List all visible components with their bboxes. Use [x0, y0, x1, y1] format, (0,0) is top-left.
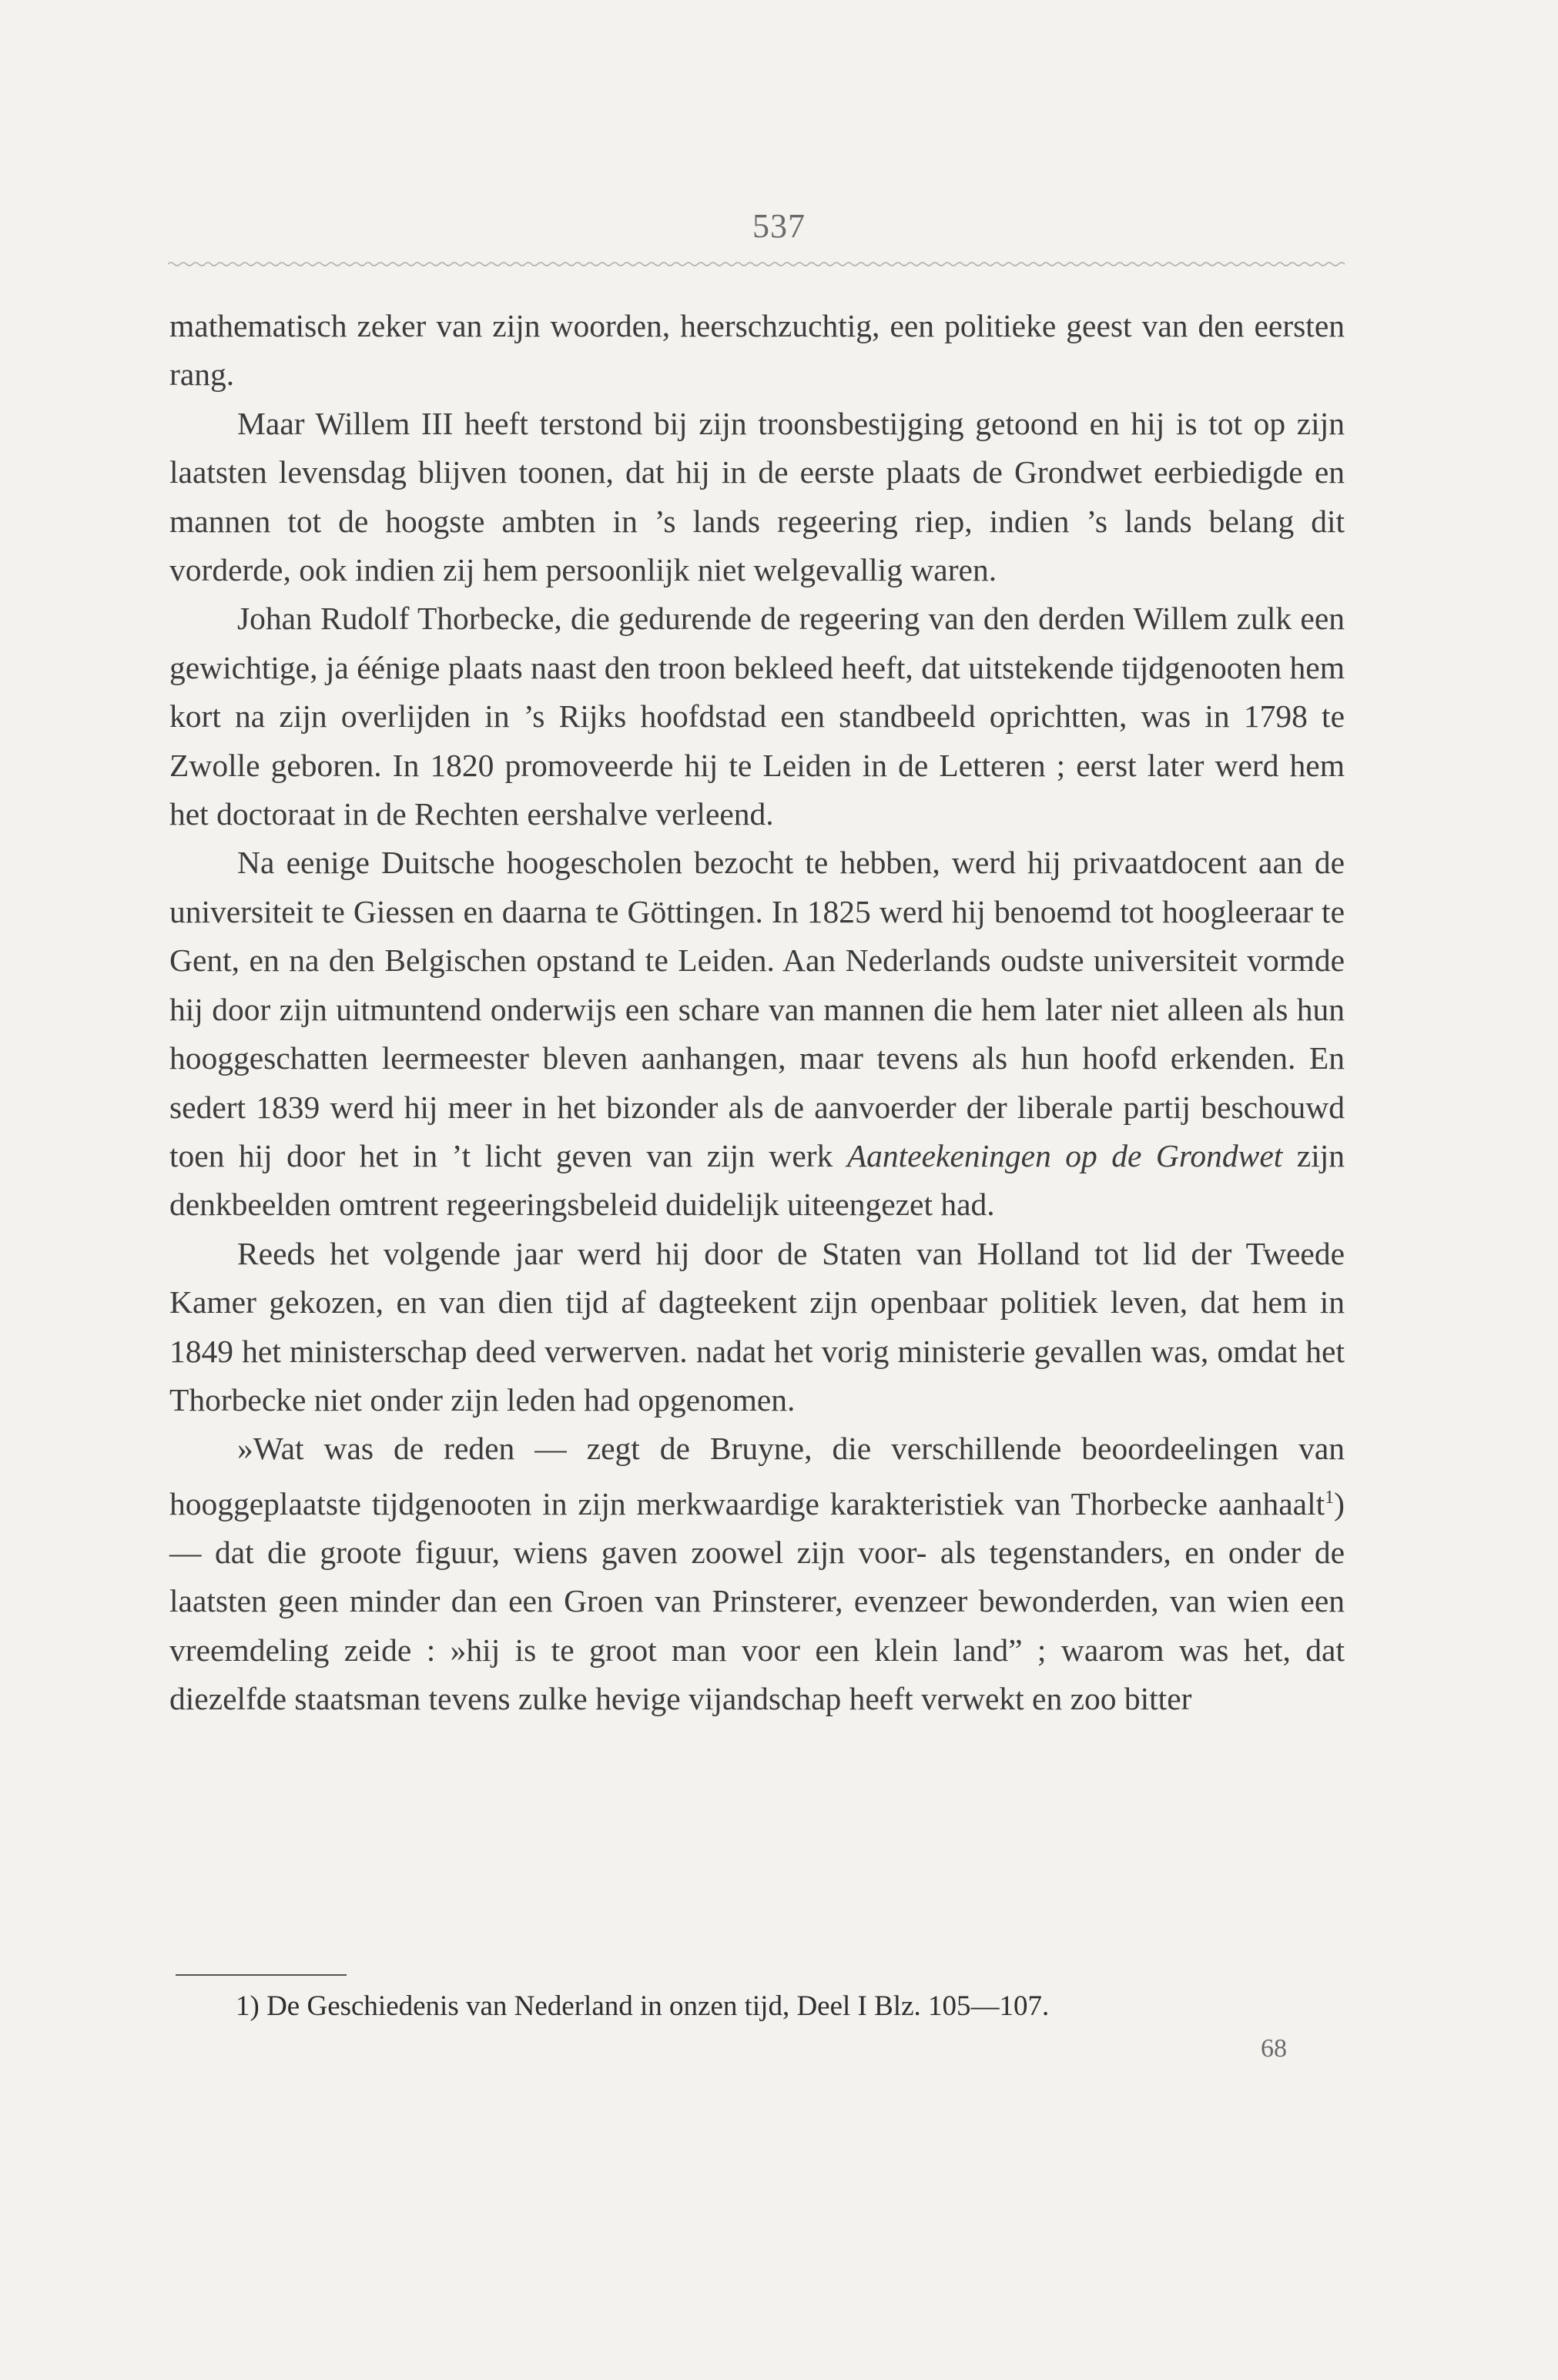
paragraph-quote: »Wat was de reden — zegt de Bruyne, die verschillende beoordeelingen van hooggeplaatste tijdgenooten in zijn merkwaardige karakteristiek van Thorbecke aanhaalt$^1$) — dat die groote figuur, wiens gaven zoowel zijn voor- als tegenstanders, en onder de laatsten geen minder dan een Groen van Prinsterer, evenzeer bewonderden, van wien een vreemdeling zeide : »hij is te groot man voor een klein land” ; waarom was het, dat diezelfde staatsman tevens zulke hevige vijandschap heeft verwekt en zoo bitter: [169, 1431, 1345, 1717]
paragraph-tweede-kamer: Reeds het volgende jaar werd hij door de Staten van Holland tot lid der Tweede Kamer gekozen, en van dien tijd af dagteekent zijn openbaar politiek leven, dat hem in 1849 het ministerschap deed verwerven. nadat het vorig ministerie gevallen was, omdat het Thorbecke niet onder zijn leden had opgenomen.: [169, 1235, 1345, 1418]
footnote-text: De Geschiedenis van Nederland in onzen tijd, Deel I Blz. 105—107.: [266, 1990, 1050, 2022]
paragraph-career-text: Na eenige Duitsche hoogescholen bezocht te hebben, werd hij privaatdocent aan de universiteit te Giessen en daarna te Göttingen. In 1825 werd hij benoemd tot hoogleeraar te Gent, en na den Belgischen opstand te Leiden. Aan Nederlands oudste universiteit vormde hij door zijn uitmuntend onderwijs een schare van mannen die hem later niet alleen als hun hooggeschatten leermeester bleven aanhangen, maar tevens als hun hoofd erkenden. En sedert 1839 werd hij meer in het bizonder als de aanvoerder der liberale partij beschouwd toen hij door het in ’t licht geven van zijn werk: [169, 845, 1345, 1173]
paragraph-quote-start: »Wat was de reden — zegt de Bruyne, die verschillende beoordeelingen van hooggeplaatste tijdgenooten in zijn merkwaardige karakteristiek van Thorbecke aanhaalt: [169, 1431, 1345, 1521]
footnote-marker: 1): [236, 1990, 260, 2022]
work-title: Aanteekeningen op de Grondwet: [846, 1137, 1283, 1173]
paragraph-continuation: mathematisch zeker van zijn woorden, heerschzuchtig, een politieke geest van den eersten rang.: [169, 308, 1345, 393]
footnote: [236, 1985, 1345, 2028]
footnote-rule: [176, 1974, 347, 1976]
printer-signature-mark: 68: [1261, 2034, 1287, 2063]
body-text: [169, 302, 1345, 1724]
paragraph-willem-iii: Maar Willem III heeft terstond bij zijn troonsbestijging getoond en hij is tot op zijn laatsten levensdag blijven toonen, dat hij in de eerste plaats de Grondwet eerbiedigde en mannen tot de hoogste ambten in ’s lands regeering riep, indien ’s lands belang dit vorderde, ook indien zij hem persoonlijk niet welgevallig waren.: [169, 405, 1345, 588]
header-rule: [168, 260, 1346, 268]
paragraph-thorbecke-bio: Johan Rudolf Thorbecke, die gedurende de regeering van den derden Willem zulk een gewichtige, ja éénige plaats naast den troon bekleed heeft, dat uitstekende tijdgenooten hem kort na zijn overlijden in ’s Rijks hoofdstad een standbeeld oprichtten, was in 1798 te Zwolle geboren. In 1820 promoveerde hij te Leiden in de Letteren ; eerst later werd hem het doctoraat in de Rechten eershalve verleend.: [169, 601, 1345, 832]
paragraph-career: [169, 839, 1345, 1229]
page-number: 537: [752, 207, 806, 245]
paragraph-career-end: zijn denkbeelden omtrent regeeringsbeleid duidelijk uiteengezet had.: [169, 1137, 1345, 1223]
paragraph-quote-end: — dat die groote figuur, wiens gaven zoowel zijn voor- als tegenstanders, en onder de laatsten geen minder dan een Groen van Prinsterer, evenzeer bewonderden, van wien een vreemdeling zeide : »hij is te groot man voor een klein land” ; waarom was het, dat diezelfde staatsman tevens zulke hevige vijandschap heeft verwekt en zoo bitter: [169, 1534, 1345, 1717]
footnote-reference: 1: [1325, 1487, 1335, 1508]
